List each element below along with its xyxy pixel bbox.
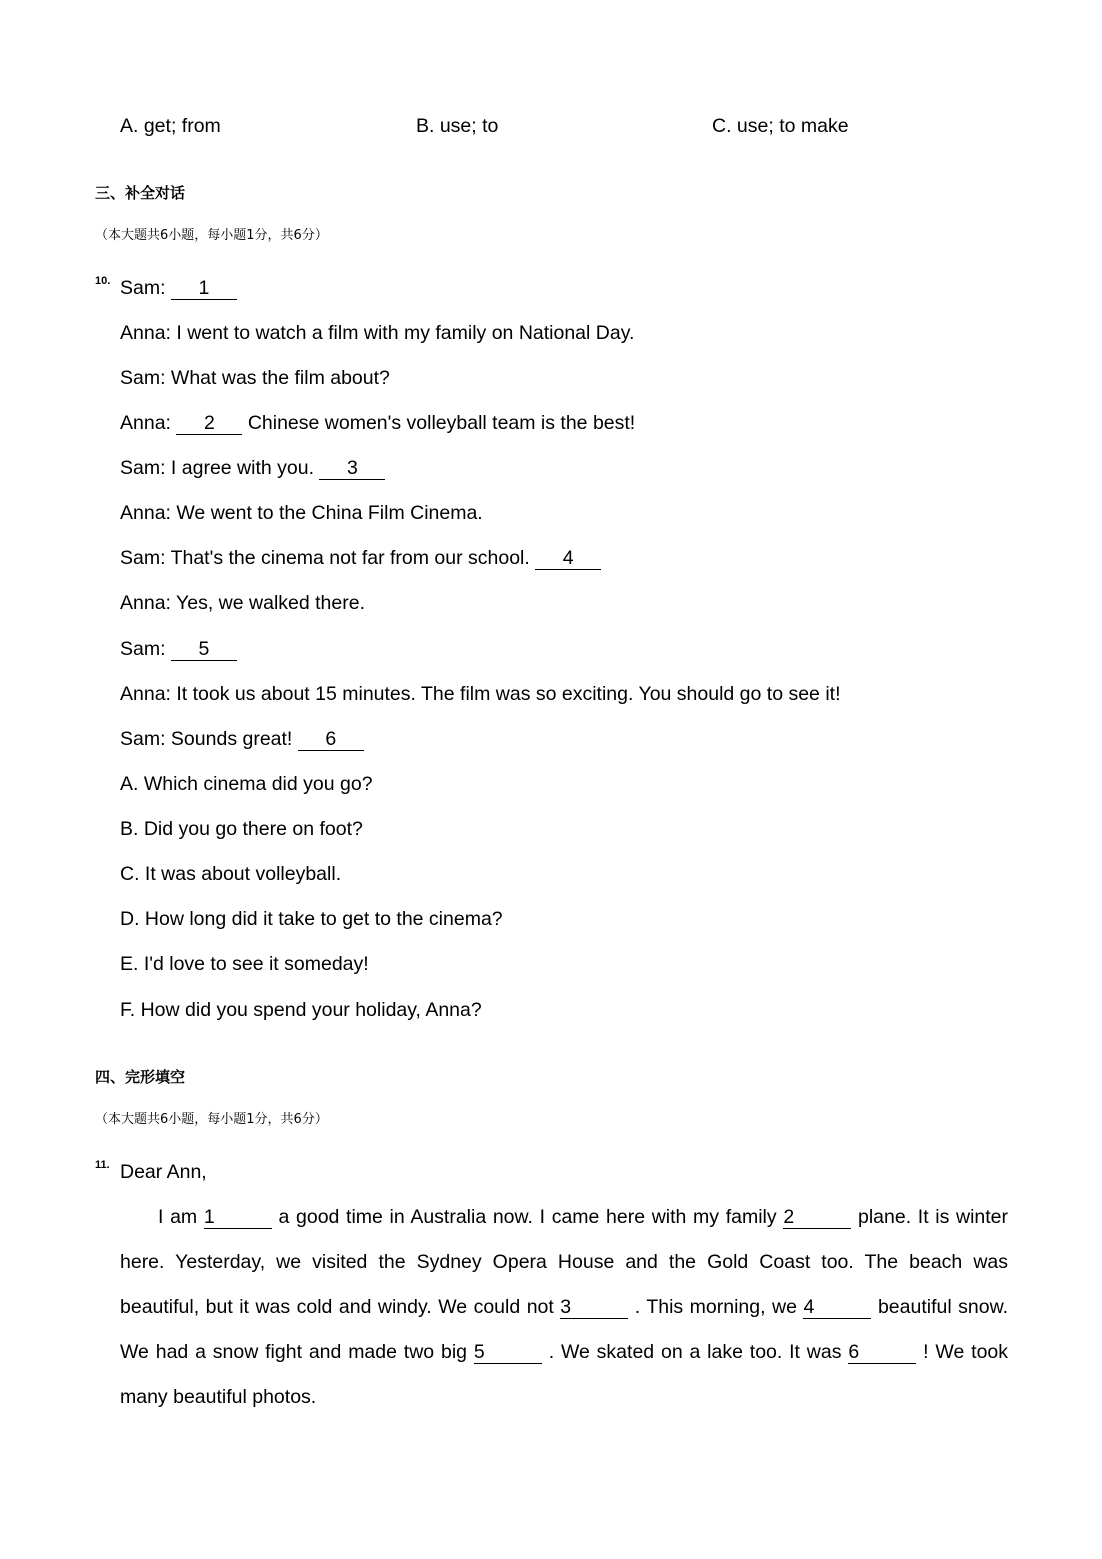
blank-number: 3 <box>560 1296 572 1319</box>
passage-text: here. Yesterday, we visited the Sydney Opera House and the Gold Coast too. The beach was <box>120 1250 1008 1273</box>
passage-text: . We skated on a lake too. It was <box>548 1341 842 1364</box>
question-number-10: 10. <box>95 275 111 287</box>
passage-text: I am <box>158 1205 198 1228</box>
section-3-title: 三、补全对话 <box>95 184 186 202</box>
passage-text: beautiful, but it was cold and windy. We could not <box>120 1296 554 1319</box>
passage-text: a good time in Australia now. I came here with my family <box>278 1205 777 1228</box>
dialogue-text: Anna: I went to watch a film with my family on National Day. <box>120 321 635 344</box>
dialogue-text: Anna: Yes, we walked there. <box>120 592 365 615</box>
answer-option-f: F. How did you spend your holiday, Anna? <box>120 998 482 1021</box>
previous-question-options <box>120 104 1008 149</box>
dialogue-line <box>120 311 841 356</box>
dialogue-line <box>120 491 841 536</box>
passage-text: We had a snow fight and made two big <box>120 1341 468 1364</box>
passage-line <box>120 1285 1008 1330</box>
passage-text: many beautiful photos. <box>120 1386 317 1409</box>
dialogue-text: Chinese women's volleyball team is the best! <box>247 411 636 434</box>
passage-line <box>120 1195 1008 1240</box>
blank-number: 3 <box>347 457 358 479</box>
question-11-letter <box>120 1150 1008 1421</box>
blank-number: 4 <box>562 547 574 570</box>
passage-text: beautiful snow. <box>877 1296 1009 1319</box>
dialogue-text: Anna: We went to the China Film Cinema. <box>120 502 483 525</box>
dialogue-text: Sam: I agree with you. <box>120 457 315 479</box>
question-10-dialogue <box>120 266 841 1033</box>
option-a: A. get; from <box>120 114 221 137</box>
dialogue-line <box>120 536 841 581</box>
passage-line <box>120 1240 1008 1285</box>
letter-greeting: Dear Ann, <box>120 1160 207 1183</box>
dialogue-line <box>120 446 841 491</box>
option-c: C. use; to make <box>712 114 849 137</box>
answer-blank <box>803 1296 871 1319</box>
answer-blank <box>204 1206 272 1229</box>
dialogue-text: Sam: That's the cinema not far from our school. <box>120 547 530 570</box>
dialogue-text: Anna: It took us about 15 minutes. The film was so exciting. You should go to see it! <box>120 682 841 705</box>
question-number-11: 11. <box>95 1159 110 1171</box>
answer-blank <box>298 728 364 751</box>
answer-blank <box>535 547 601 570</box>
dialogue-text: Sam: What was the film about? <box>120 366 390 389</box>
blank-number: 1 <box>203 1205 215 1228</box>
passage-line <box>120 1375 1008 1420</box>
blank-number: 1 <box>198 276 210 299</box>
passage-text: plane. It is winter <box>857 1205 1009 1228</box>
answer-blank <box>783 1206 851 1229</box>
blank-number: 2 <box>783 1205 795 1228</box>
answer-blank <box>319 457 385 480</box>
answer-option-e: E. I'd love to see it someday! <box>120 953 369 976</box>
section-4-title: 四、完形填空 <box>95 1068 186 1086</box>
dialogue-line <box>120 717 841 762</box>
dialogue-line <box>120 401 841 446</box>
answer-option-d: D. How long did it take to get to the cinema? <box>120 908 503 931</box>
passage-text: ! We took <box>923 1341 1009 1364</box>
answer-option-a: A. Which cinema did you go? <box>120 772 373 795</box>
dialogue-text: Sam: <box>120 276 166 299</box>
passage-text: . This morning, we <box>634 1296 797 1319</box>
dialogue-text: Sam: <box>120 637 166 660</box>
answer-blank <box>171 638 237 661</box>
dialogue-line <box>120 581 841 626</box>
dialogue-line <box>120 627 841 672</box>
answer-blank <box>560 1296 628 1319</box>
passage-line <box>120 1330 1008 1375</box>
answer-blank <box>474 1341 542 1364</box>
dialogue-line <box>120 672 841 717</box>
answer-blank <box>848 1341 916 1364</box>
blank-number: 2 <box>203 411 215 434</box>
dialogue-text: Sam: Sounds great! <box>120 727 293 750</box>
blank-number: 4 <box>803 1296 815 1319</box>
dialogue-line <box>120 266 841 311</box>
section-4-note: （本大题共6小题，每小题1分，共6分） <box>95 1112 328 1127</box>
dialogue-line <box>120 356 841 401</box>
dialogue-text: Anna: <box>120 411 171 434</box>
blank-number: 5 <box>473 1341 485 1364</box>
answer-option-b: B. Did you go there on foot? <box>120 818 363 840</box>
answer-option-c: C. It was about volleyball. <box>120 863 342 886</box>
blank-number: 5 <box>198 637 210 660</box>
answer-blank <box>171 277 237 300</box>
option-b: B. use; to <box>416 114 499 137</box>
blank-number: 6 <box>325 727 337 750</box>
section-3-note: （本大题共6小题，每小题1分，共6分） <box>95 228 328 243</box>
answer-blank <box>176 412 242 435</box>
blank-number: 6 <box>848 1341 860 1364</box>
